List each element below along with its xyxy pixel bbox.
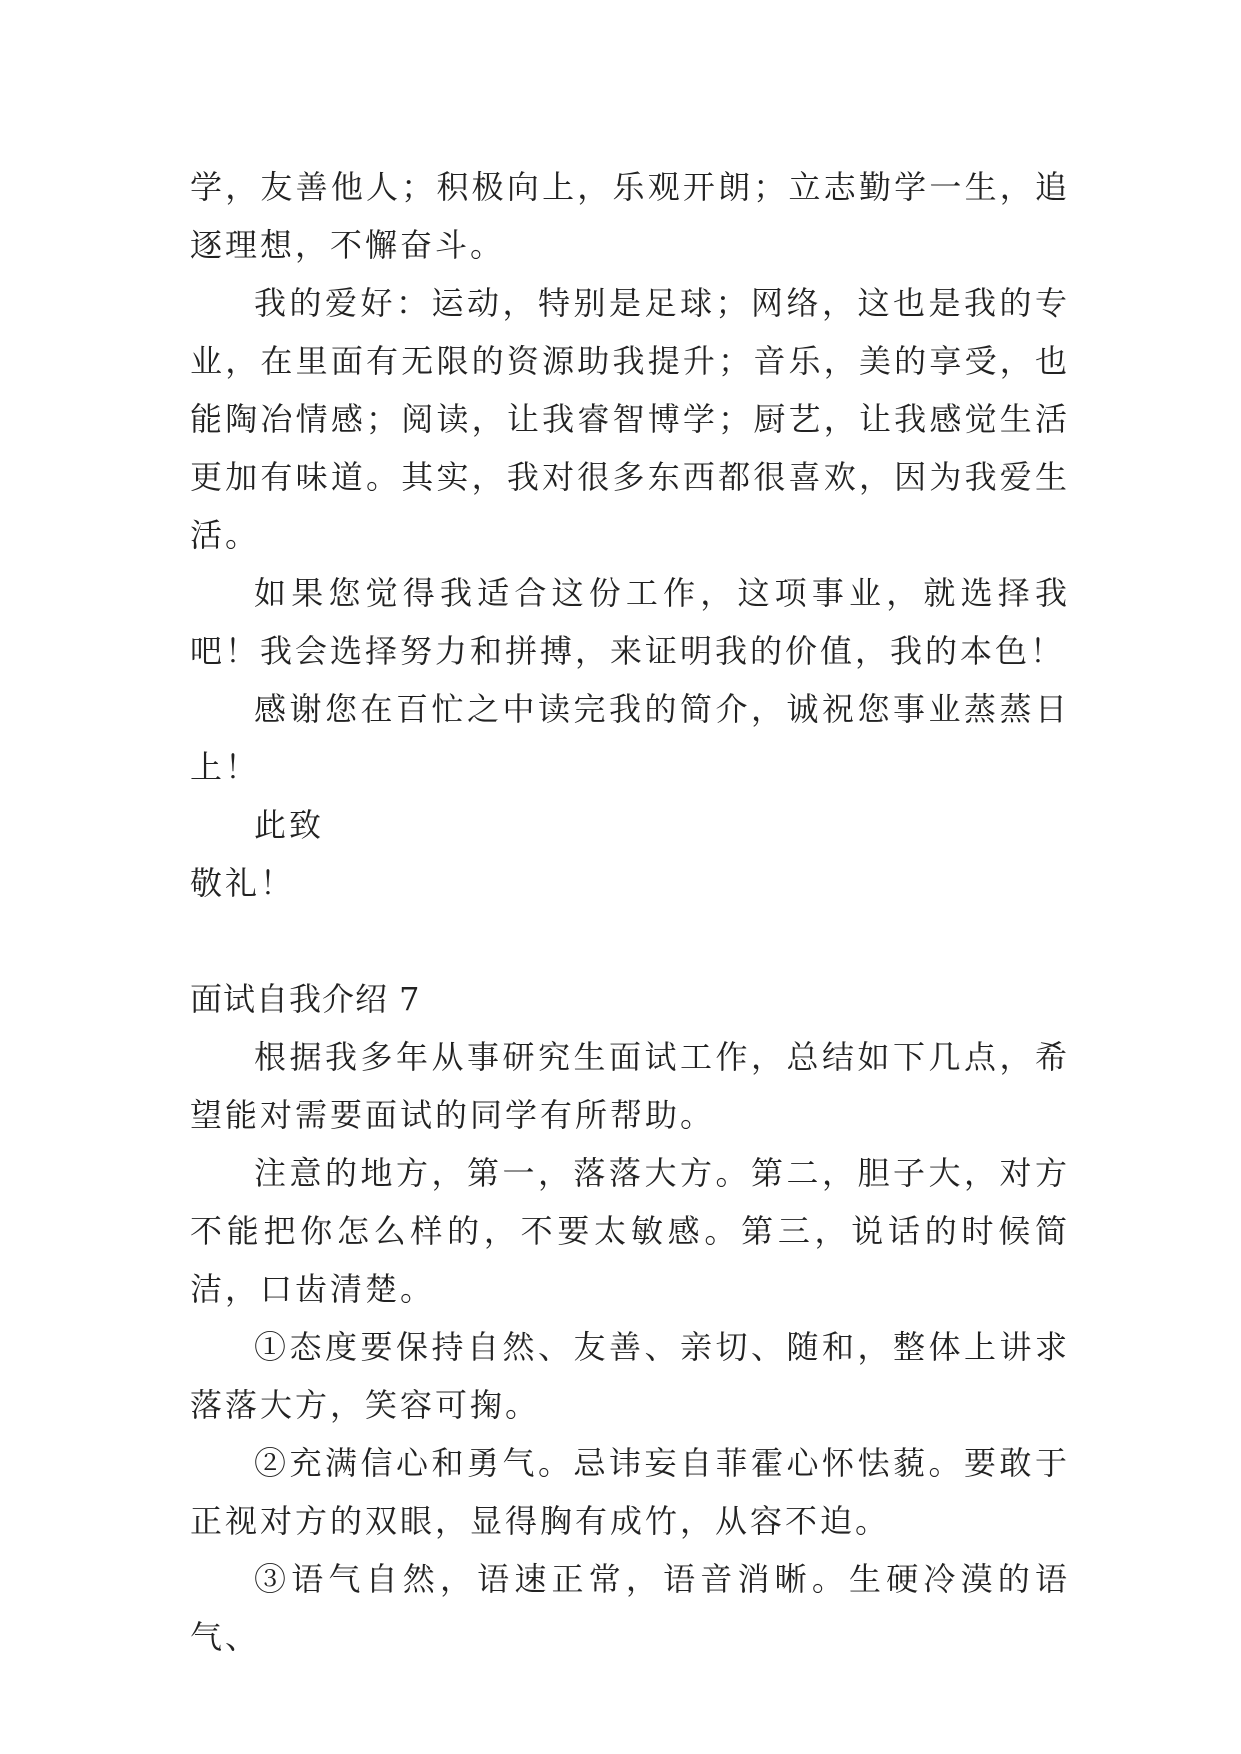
list-item: ①态度要保持自然、友善、亲切、随和，整体上讲求落落大方，笑容可掬。 — [190, 1328, 1070, 1424]
paragraph: 如果您觉得我适合这份工作，这项事业，就选择我吧！我会选择努力和拼搏，来证明我的价值，我的本色！ — [190, 574, 1070, 670]
paragraph: 注意的地方，第一，落落大方。第二，胆子大，对方不能把你怎么样的，不要太敏感。第三，说话的时候简洁，口齿清楚。 — [190, 1154, 1070, 1308]
list-item: ②充满信心和勇气。忌讳妄自菲霍心怀怯藐。要敢于正视对方的双眼，显得胸有成竹，从容不迫。 — [190, 1444, 1070, 1540]
paragraph: 根据我多年从事研究生面试工作，总结如下几点，希望能对需要面试的同学有所帮助。 — [190, 1038, 1070, 1134]
paragraph: 我的爱好：运动，特别是足球；网络，这也是我的专业，在里面有无限的资源助我提升；音乐，美的享受，也能陶冶情感；阅读，让我睿智博学；厨艺，让我感觉生活更加有味道。其实，我对很多东西都很喜欢，因为我爱生活。 — [190, 284, 1070, 554]
blank-line — [190, 912, 1070, 970]
section-title: 面试自我介绍 7 — [190, 980, 421, 1018]
closing-regards: 敬礼！ — [190, 864, 296, 902]
document-body — [190, 158, 1070, 1666]
list-item: ③语气自然，语速正常，语音消晰。生硬冷漠的语气、 — [190, 1560, 1070, 1656]
paragraph: 学，友善他人；积极向上，乐观开朗；立志勤学一生，追逐理想，不懈奋斗。 — [190, 168, 1070, 264]
paragraph: 感谢您在百忙之中读完我的简介，诚祝您事业蒸蒸日上！ — [190, 690, 1070, 786]
closing-salutation: 此致 — [254, 806, 325, 844]
